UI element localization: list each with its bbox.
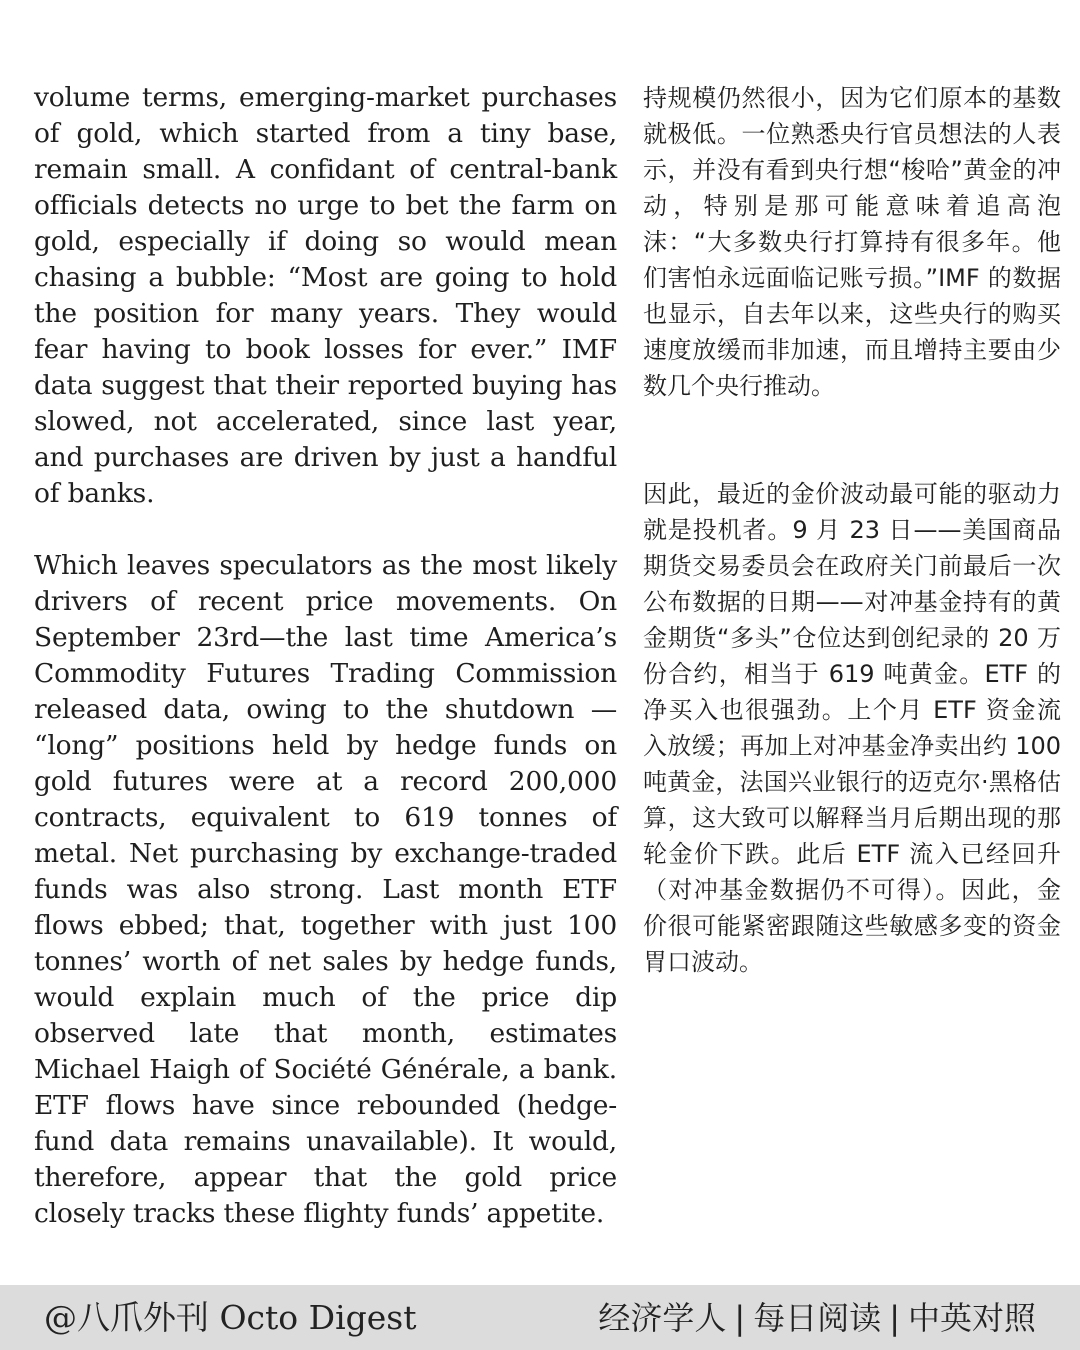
english-paragraph-1: volume terms, emerging-market purchases of gold, which started from a tiny base, remain small. A confidant of central-bank officials detects no urge to bet the farm on gold, especially if doing so would mean chasing a bubble: “Most are going to hold the position for many years. They would fear having to book losses for ever.” IMF data suggest that their reported buying has slowed, not accelerated, since last year, and purchases are driven by just a handful of banks. <box>34 82 617 509</box>
english-paragraph-2: Which leaves speculators as the most likely drivers of recent price movements. On September 23rd—the last time America’s Commodity Futures Trading Commission released data, owing to the shutdown — “long” positions held by hedge funds on gold futures were at a record 200,000 contracts, equivalent to 619 tonnes of metal. Net purchasing by exchange-traded funds was also strong. Last month ETF flows ebbed; that, together with just 100 tonnes’ worth of net sales by hedge funds, would explain much of the price dip observed late that month, estimates Michael Haigh of Société Générale, a bank. ETF flows have since rebounded (hedge-fund data remains unavailable). It would, therefore, appear that the gold price closely tracks these flighty funds’ appetite. <box>34 550 617 1229</box>
footer-separator: | <box>734 1299 746 1337</box>
footer-tag-economist: 经济学人 <box>598 1299 727 1337</box>
chinese-paragraph-1: 持规模仍然很小，因为它们原本的基数就极低。一位熟悉央行官员想法的人表示，并没有看到央行想“梭哈”黄金的冲动，特别是那可能意味着追高泡沫：“大多数央行打算持有很多年。他们害怕永远面临记账亏损。”IMF 的数据也显示，自去年以来，这些央行的购买速度放缓而非加速，而且增持主要由少数几个央行推动。 <box>643 84 1061 400</box>
footer-tags <box>598 1298 1036 1338</box>
footer-tag-bilingual: 中英对照 <box>907 1299 1036 1337</box>
chinese-column <box>643 80 1061 980</box>
english-column <box>34 80 617 1232</box>
chinese-paragraph-2: 因此，最近的金价波动最可能的驱动力就是投机者。9 月 23 日——美国商品期货交易委员会在政府关门前最后一次公布数据的日期——对冲基金持有的黄金期货“多头”仓位达到创纪录的 20 万份合约，相当于 619 吨黄金。ETF 的净买入也很强劲。上个月 ETF 资金流入放缓；再加上对冲基金净卖出约 100 吨黄金，法国兴业银行的迈克尔·黑格估算，这大致可以解释当月后期出现的那轮金价下跌。此后 ETF 流入已经回升（对冲基金数据仍不可得）。因此，金价很可能紧密跟随这些敏感多变的资金胃口波动。 <box>643 480 1061 976</box>
footer-separator: | <box>889 1299 900 1337</box>
footer-bar <box>0 1285 1080 1350</box>
footer-brand: @八爪外刊 Octo Digest <box>44 1298 417 1337</box>
footer-tag-daily-reading: 每日阅读 <box>753 1299 882 1337</box>
